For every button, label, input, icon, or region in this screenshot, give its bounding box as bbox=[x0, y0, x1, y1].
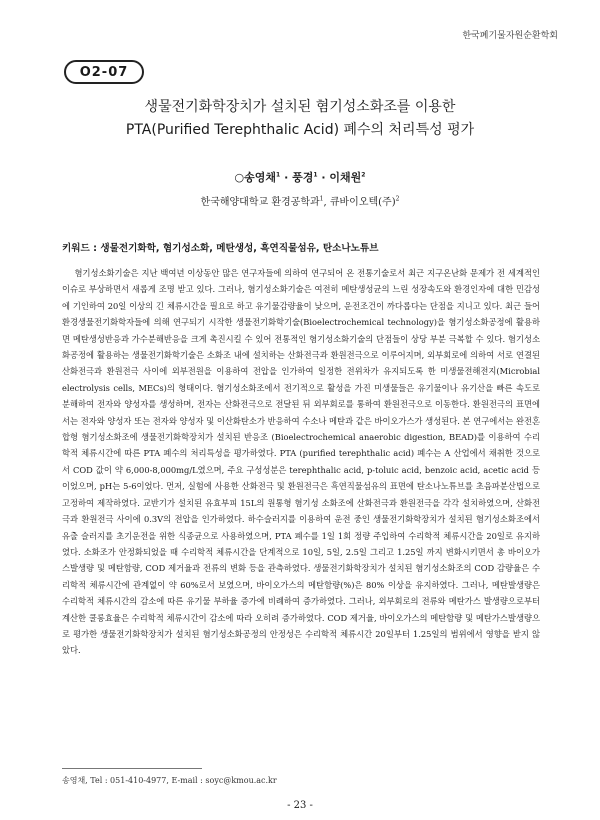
author-list bbox=[40, 169, 560, 185]
author-name: 이채원 bbox=[329, 171, 362, 184]
affiliation: 큐바이오텍(주) bbox=[329, 197, 396, 208]
presentation-code-badge: O2-07 bbox=[64, 60, 144, 84]
author-affil-mark: 1 bbox=[276, 171, 281, 179]
header-organization: 한국폐기물자원순환학회 bbox=[462, 31, 558, 41]
title-line-1: 생물전기화학장치가 설치된 혐기성소화조를 이용한 bbox=[144, 99, 456, 115]
paper-title bbox=[40, 96, 560, 142]
title-line-2: PTA(Purified Terephthalic Acid) 폐수의 처리특성 평가 bbox=[125, 122, 475, 138]
abstract-body: 혐기성소화기술은 지난 백여년 이상동안 많은 연구자들에 의하여 연구되어 온 전통기술로서 최근 지구온난화 문제가 전 세계적인 이슈로 부상하면서 새롭게 조명 받고 있다. 그러나, 혐기성소화기술은 여전히 메탄생성균의 느린 성장속도와 환경인자에 대한 민감성에 기인하여 20일 이상의 긴 체류시간을 필요로 하고 유기물감량율이 낮으며, 운전조건이 까다롭다는 단점을 지니고 있다. 최근 들어 환경생물전기화학자들에 의해 연구되기 시작한 생물전기화학기술(Bioelectrochemical technology)을 혐기성소화공정에 활용하면 메탄생성반응과 가수분해반응을 크게 촉진시킬 수 있어 전통적인 혐기성소화기술의 단점들이 상당 부분 극복할 수 있다. 혐기성소화공정에 활용하는 생물전기화학기술은 소화조 내에 설치하는 산화전극과 환원전극으로 이루어지며, 외부회로에 의하여 서로 연결된 산화전극과 환원전극 사이에 외부전원을 이용하여 전압을 인가하여 일정한 전위차가 유지되도록 한 미생물전해전지(Microbial electrolysis cells, MECs)의 형태이다. 혐기성소화조에서 전기적으로 활성을 가진 미생물들은 유기물이나 유기산을 빠른 속도로 분해하여 전자와 양성자를 생성하며, 전자는 산화전극으로 전달된 뒤 외부회로를 통하여 환원전극으로 이동한다. 환원전극의 표면에서는 전자와 양성자 또는 전자와 양성자 및 이산화탄소가 반응하여 수소나 메탄과 같은 바이오가스가 생성된다. 본 연구에서는 완전혼합형 혐기성소화조에 생물전기화학장치가 설치된 반응조 (Bioelectrochemical anaerobic digestion, BEAD)를 이용하여 수리학적 체류시간에 따른 PTA 폐수의 처리특성을 평가하였다. PTA (purified terephthalic acid) 폐수는 A 산업에서 채취한 것으로서 COD 값이 약 6,000-8,000mg/L였으며, 주요 구성성분은 terephthalic acid, p-toluic acid, benzoic acid, acetic acid 등이었으며, pH는 5-6이었다. 먼저, 실험에 사용한 산화전극 및 환원전극은 흑연직물섬유의 표면에 탄소나노튜브를 초음파분산법으로 고정하여 제작하였다. 교반기가 설치된 유효부피 15L의 원통형 혐기성 소화조에 산화전극과 환원전극을 각각 설치하였으며, 산화전극과 환원전극 사이에 0.3V의 전압을 인가하였다. 하수슬러지를 이용하여 운전 중인 생물전기화학장치가 설치된 혐기성소화조에서 유출 슬러지를 초기운전을 위한 식종균으로 사용하였으며, PTA 폐수를 1일 1회 정량 주입하여 수리학적 체류시간을 20일로 유지하였다. 소화조가 안정화되었을 때 수리학적 체류시간을 단계적으로 10일, 5일, 2.5일 그리고 1.25일 까지 변화시키면서 총 바이오가스발생량 및 메탄함량, COD 제거율과 전류의 변화 등을 관측하였다. 생물전기화학장치가 설치된 혐기성소화조의 COD 감량율은 수리학적 체류시간에 관계없이 약 60%로서 보였으며, 바이오가스의 메탄함량(%)은 80% 이상을 유지하였다. 그러나, 메탄발생량은 수리학적 체류시간의 감소에 따른 유기물 부하율 증가에 비례하여 증가하였다. 그러나, 외부회로의 전류와 메탄가스 발생량으로부터 계산한 쿨롱효율은 수리학적 체류시간이 감소에 따라 오히려 증가하였다. COD 제거율, 바이오가스의 메탄함량 및 메탄가스발생량으로 평가한 생물전기화학장치가 설치된 혐기성소화공정의 안정성은 수리학적 체류시간 20일부터 1.25일의 범위에서 영향을 받지 않았다. bbox=[62, 268, 540, 656]
author-affil-mark: 1 bbox=[313, 171, 318, 179]
keywords bbox=[62, 240, 542, 254]
author-affil-mark: 2 bbox=[361, 171, 366, 179]
affiliation: 한국해양대학교 환경공학과 bbox=[200, 197, 320, 208]
keywords-text: 생물전기화학, 혐기성소화, 메탄생성, 흑연직물섬유, 탄소나노튜브 bbox=[100, 243, 379, 254]
affiliation-mark: 1 bbox=[319, 195, 324, 203]
page-number: - 23 - bbox=[287, 800, 313, 811]
footnote-contact: 송영채, Tel : 051-410-4977, E-mail : soyc@kmou.ac.kr bbox=[62, 776, 277, 785]
keywords-label: 키워드 : bbox=[62, 243, 97, 254]
affiliation-mark: 2 bbox=[395, 195, 400, 203]
presenter-mark: ○ bbox=[234, 171, 245, 184]
author-name: 풍경 bbox=[292, 171, 314, 184]
author-separator: · bbox=[280, 171, 293, 184]
author-separator: · bbox=[317, 171, 330, 184]
footnote-divider bbox=[62, 768, 202, 769]
affiliation-separator: , bbox=[323, 197, 330, 208]
affiliation-line bbox=[40, 193, 560, 208]
author-name: 송영채 bbox=[244, 171, 277, 184]
